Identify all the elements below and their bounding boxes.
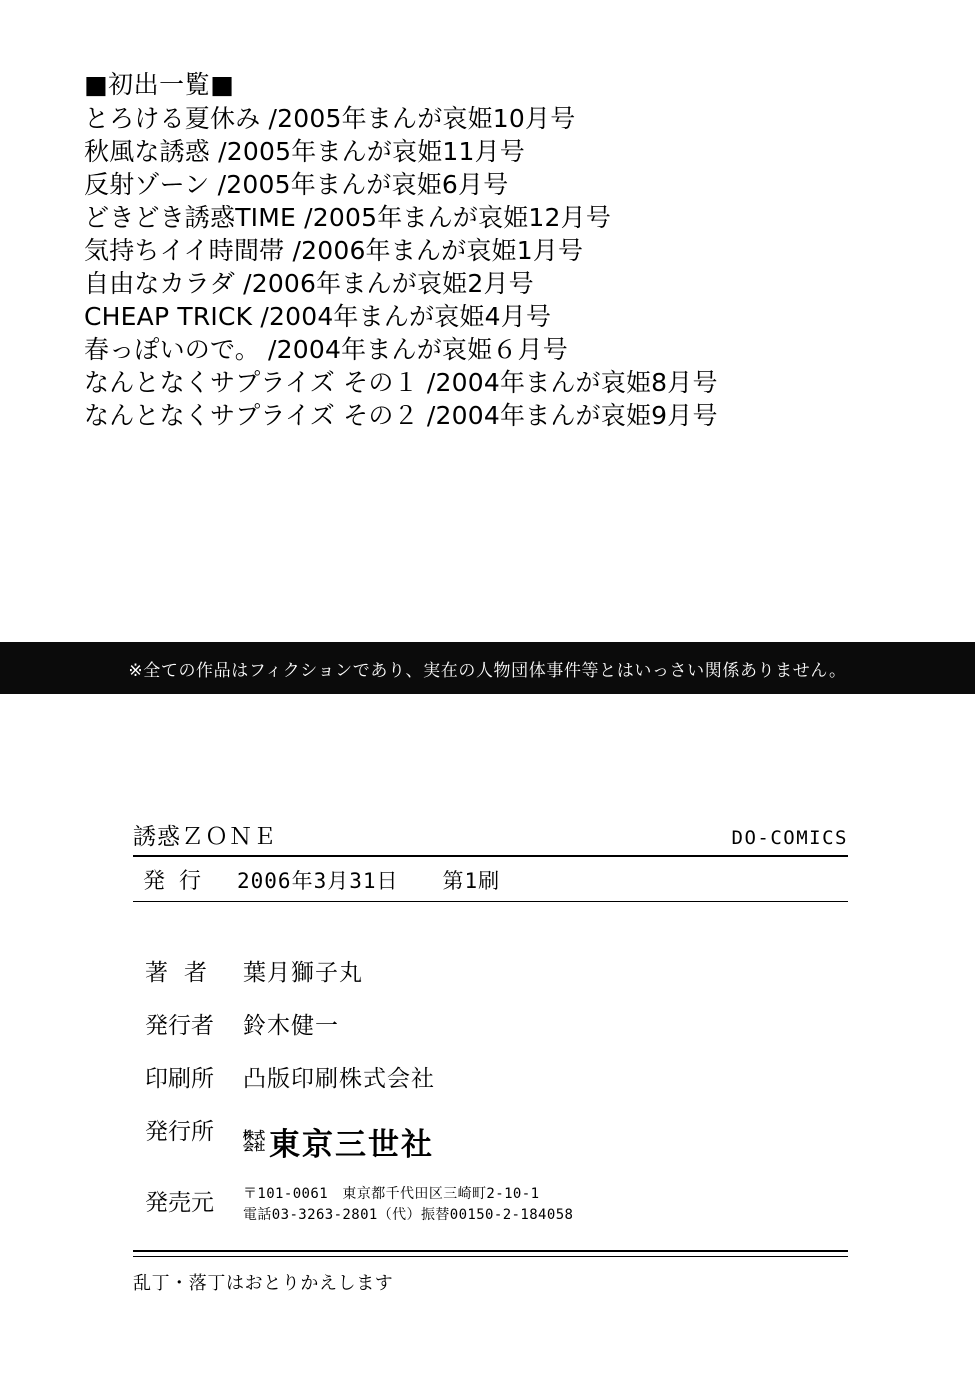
issuer-value: 鈴木健一 (243, 1013, 339, 1039)
printer-label: 印刷所 (145, 1066, 214, 1092)
kk-mark-bottom: 会社 (243, 1140, 265, 1153)
publisher-label: 発行所 (145, 1119, 214, 1145)
author-label: 著者 (145, 960, 223, 986)
colophon-info-block (133, 954, 848, 1226)
first-appearance-heading: ■初出一覧■ (84, 70, 235, 99)
list-item: 自由なカラダ /2006年まんが哀姫2月号 (84, 269, 534, 298)
list-item: なんとなくサプライズ その１ /2004年まんが哀姫8月号 (84, 368, 718, 397)
colophon-section (133, 818, 848, 1295)
seller-address-line2: 電話03-3263-2801（代）振替00150-2-184058 (243, 1206, 574, 1223)
list-item: どきどき誘惑TIME /2005年まんが哀姫12月号 (84, 203, 612, 232)
list-item: なんとなくサプライズ その２ /2004年まんが哀姫9月号 (84, 401, 718, 430)
divider-bottom-thin (133, 1256, 848, 1257)
list-item: 気持ちイイ時間帯 /2006年まんが哀姫1月号 (84, 236, 584, 265)
list-item: 反射ゾーン /2005年まんが哀姫6月号 (84, 170, 509, 199)
seller-label: 発売元 (145, 1189, 214, 1216)
list-item: 春っぽいので。 /2004年まんが哀姫６月号 (84, 335, 568, 364)
kabushiki-kaisha-mark (243, 1130, 265, 1152)
publisher-row (133, 1113, 848, 1164)
publication-date: 2006年3月31日 (237, 869, 399, 893)
seller-address-line1: 〒101-0061 東京都千代田区三崎町2-10-1 (243, 1185, 540, 1202)
divider-under-publication (133, 901, 848, 902)
publisher-value (243, 1119, 434, 1164)
first-appearance-section (84, 68, 784, 432)
disclaimer-band (0, 642, 975, 694)
publisher-name: 東京三世社 (269, 1126, 434, 1163)
issuer-label: 発行者 (145, 1013, 214, 1039)
author-row (133, 954, 848, 987)
publication-edition: 第1刷 (442, 869, 501, 893)
divider-bottom-group (133, 1250, 848, 1257)
list-item: 秋風な誘惑 /2005年まんが哀姫11月号 (84, 137, 526, 166)
list-item: とろける夏休み /2005年まんが哀姫10月号 (84, 104, 576, 133)
colophon-title-row (133, 818, 848, 855)
kk-mark-top: 株式 (243, 1129, 265, 1142)
disclaimer-text: ※全ての作品はフィクションであり、実在の人物団体事件等とはいっさい関係ありません。 (128, 660, 847, 681)
author-value: 葉月獅子丸 (243, 960, 363, 986)
publication-row (133, 857, 848, 901)
printer-value: 凸版印刷株式会社 (243, 1066, 435, 1092)
issuer-row (133, 1007, 848, 1040)
seller-row (133, 1184, 848, 1226)
seller-address (243, 1184, 573, 1226)
book-title: 誘惑ＺＯＮＥ (133, 824, 277, 850)
first-appearance-list (84, 102, 784, 432)
imprint-label: DO-COMICS (731, 827, 848, 849)
publication-label: 発行 (143, 869, 216, 894)
exchange-note: 乱丁・落丁はおとりかえします (133, 1272, 394, 1294)
printer-row (133, 1060, 848, 1093)
list-item: CHEAP TRICK /2004年まんが哀姫4月号 (84, 302, 552, 331)
divider-bottom-thick (133, 1250, 848, 1252)
